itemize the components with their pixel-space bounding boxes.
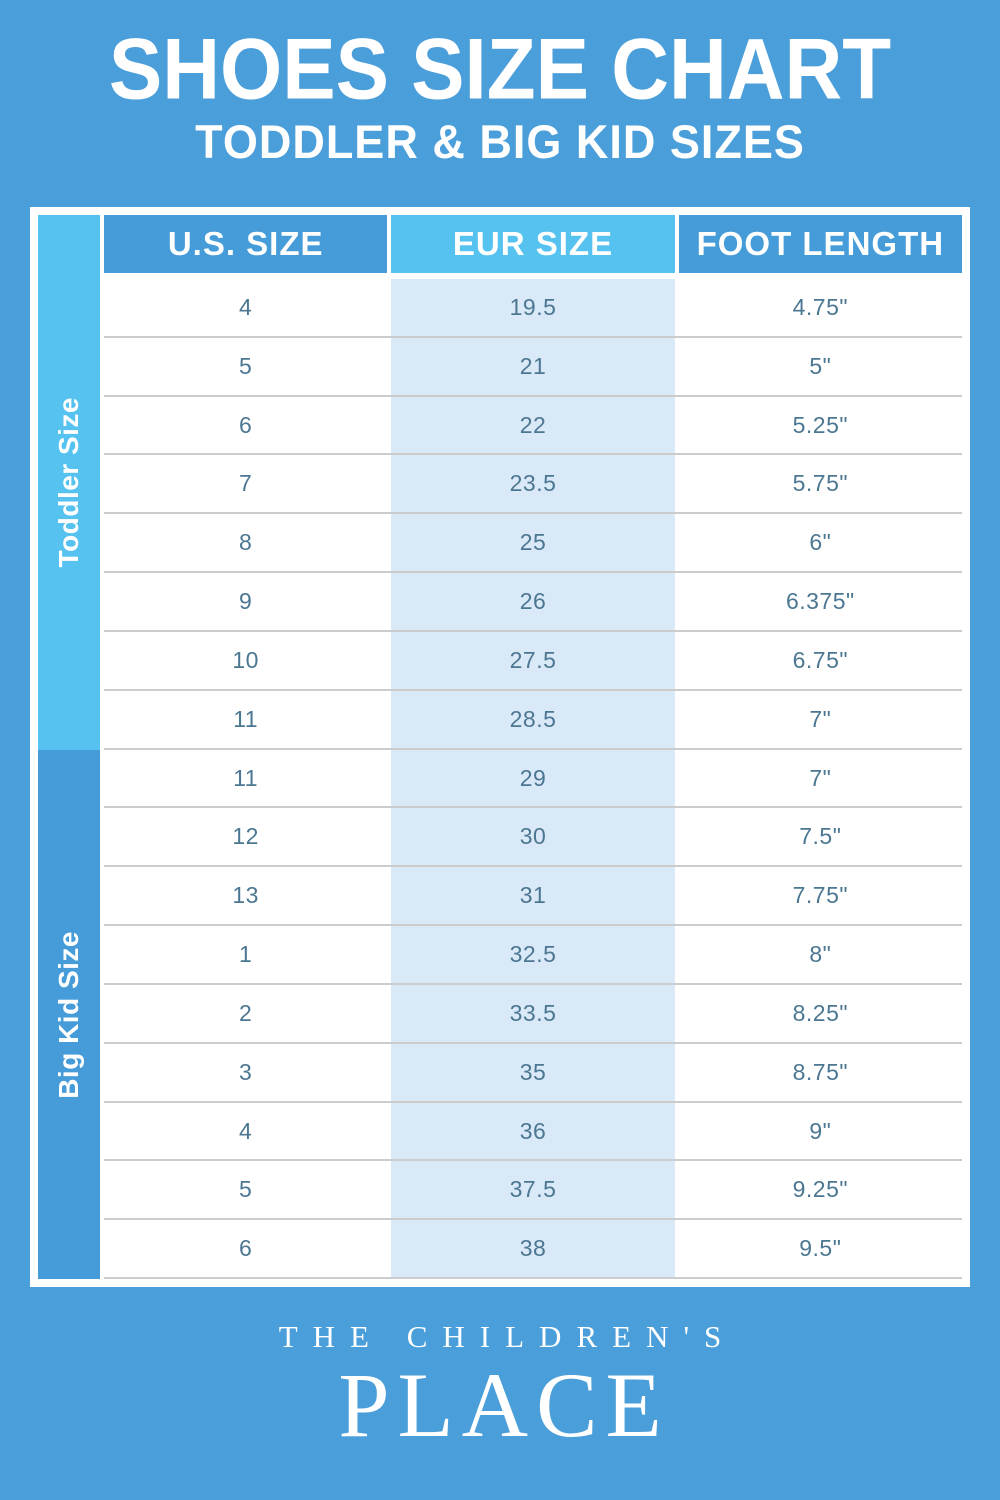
us-size-cell: 4: [104, 1103, 387, 1160]
foot-length-cell: 7": [679, 691, 962, 748]
foot-length-cell: 4.75": [679, 279, 962, 336]
us-size-cell: 2: [104, 985, 387, 1042]
table-row: [104, 397, 962, 456]
eur-size-cell: 22: [391, 397, 674, 454]
table-row: [104, 338, 962, 397]
header-eur-size: EUR SIZE: [391, 215, 674, 273]
eur-size-cell: 19.5: [391, 279, 674, 336]
eur-size-cell: 30: [391, 808, 674, 865]
us-size-cell: 6: [104, 1220, 387, 1277]
us-size-cell: 10: [104, 632, 387, 689]
foot-length-cell: 9.25": [679, 1161, 962, 1218]
eur-size-cell: 23.5: [391, 455, 674, 512]
us-size-cell: 7: [104, 455, 387, 512]
table-row: [104, 632, 962, 691]
header-foot-length: FOOT LENGTH: [679, 215, 962, 273]
eur-size-cell: 27.5: [391, 632, 674, 689]
eur-size-cell: 26: [391, 573, 674, 630]
foot-length-cell: 7": [679, 750, 962, 807]
section-label-toddler: [38, 215, 100, 750]
table-row: [104, 573, 962, 632]
us-size-cell: 5: [104, 1161, 387, 1218]
header-us-size: U.S. SIZE: [104, 215, 387, 273]
foot-length-cell: 8": [679, 926, 962, 983]
eur-size-cell: 32.5: [391, 926, 674, 983]
table-row: [104, 867, 962, 926]
us-size-cell: 3: [104, 1044, 387, 1101]
foot-length-cell: 5": [679, 338, 962, 395]
foot-length-cell: 7.5": [679, 808, 962, 865]
brand-line-the-childrens: THE CHILDREN'S: [278, 1319, 737, 1354]
table-row: [104, 1103, 962, 1162]
eur-size-cell: 25: [391, 514, 674, 571]
eur-size-cell: 37.5: [391, 1161, 674, 1218]
us-size-cell: 6: [104, 397, 387, 454]
page-title: SHOES SIZE CHART: [108, 20, 892, 117]
eur-size-cell: 35: [391, 1044, 674, 1101]
us-size-cell: 4: [104, 279, 387, 336]
table-row: [104, 985, 962, 1044]
us-size-cell: 8: [104, 514, 387, 571]
eur-size-cell: 33.5: [391, 985, 674, 1042]
big-kid-size-label: Big Kid Size: [53, 930, 84, 1099]
table-row: [104, 279, 962, 338]
table-body: [104, 279, 962, 1279]
us-size-cell: 5: [104, 338, 387, 395]
brand-logo: [0, 1318, 1000, 1457]
eur-size-cell: 29: [391, 750, 674, 807]
table-row: [104, 1161, 962, 1220]
eur-size-cell: 21: [391, 338, 674, 395]
eur-size-cell: 38: [391, 1220, 674, 1277]
eur-size-cell: 31: [391, 867, 674, 924]
table-row: [104, 1044, 962, 1103]
table-row: [104, 514, 962, 573]
us-size-cell: 11: [104, 750, 387, 807]
table-header-row: [104, 215, 962, 273]
foot-length-cell: 7.75": [679, 867, 962, 924]
section-label-bigkid: [38, 750, 100, 1279]
foot-length-cell: 6.375": [679, 573, 962, 630]
size-chart-card: [30, 207, 970, 1287]
eur-size-cell: 36: [391, 1103, 674, 1160]
toddler-size-label: Toddler Size: [53, 397, 84, 568]
foot-length-cell: 9.5": [679, 1220, 962, 1277]
page-subtitle: TODDLER & BIG KID SIZES: [195, 114, 805, 169]
foot-length-cell: 6": [679, 514, 962, 571]
foot-length-cell: 5.75": [679, 455, 962, 512]
table-row: [104, 750, 962, 809]
brand-line-place: PLACE: [338, 1354, 670, 1457]
section-sidebar: [38, 215, 100, 1279]
foot-length-cell: 8.25": [679, 985, 962, 1042]
foot-length-cell: 8.75": [679, 1044, 962, 1101]
us-size-cell: 12: [104, 808, 387, 865]
foot-length-cell: 9": [679, 1103, 962, 1160]
us-size-cell: 9: [104, 573, 387, 630]
foot-length-cell: 6.75": [679, 632, 962, 689]
us-size-cell: 11: [104, 691, 387, 748]
eur-size-cell: 28.5: [391, 691, 674, 748]
foot-length-cell: 5.25": [679, 397, 962, 454]
us-size-cell: 1: [104, 926, 387, 983]
size-table: [104, 215, 962, 1279]
table-row: [104, 691, 962, 750]
table-row: [104, 926, 962, 985]
title-block: [0, 20, 1000, 169]
us-size-cell: 13: [104, 867, 387, 924]
table-row: [104, 808, 962, 867]
table-row: [104, 1220, 962, 1279]
table-row: [104, 455, 962, 514]
